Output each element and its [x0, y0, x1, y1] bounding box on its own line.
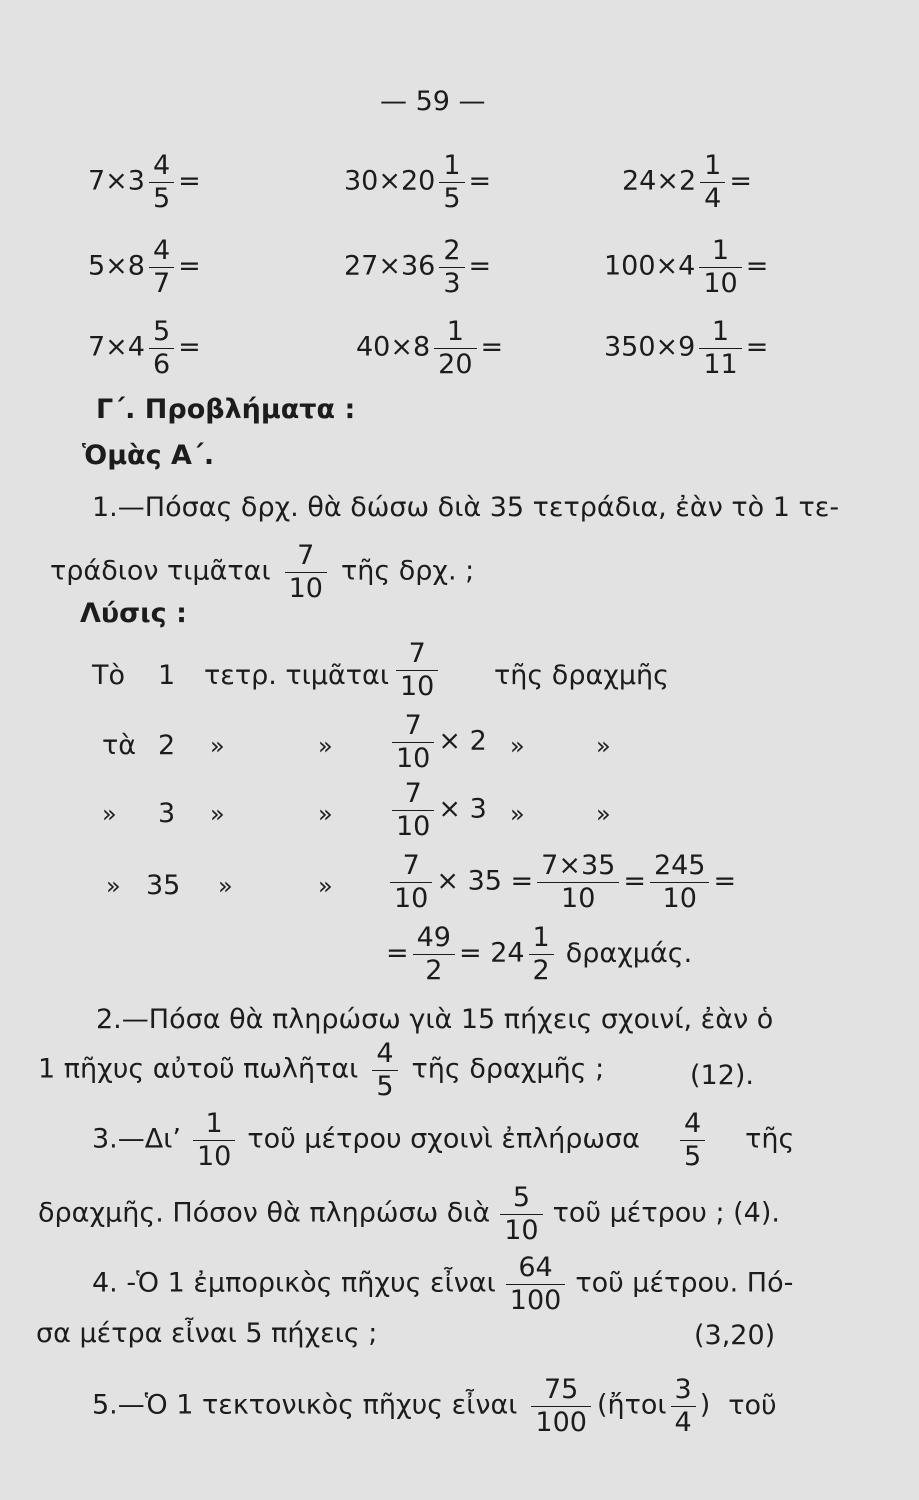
problem-4-line-1: 4. -Ὁ 1 ἐμπορικὸς πῆχυς εἶναι $\frac{64}{100}$ τοῦ μέτρου. Πό- [92, 1252, 794, 1316]
solution-row-4-expr: $\frac{7}{10}$ × 35 = $\frac{7\times 35}{10}$ = $\frac{245}{10}$ = [386, 852, 736, 912]
fraction: $\frac{7}{10}$ [396, 640, 438, 700]
ditto-mark: » [596, 732, 611, 760]
fraction: $\frac{1}{5}$ [439, 152, 464, 212]
fraction: $\frac{4}{5}$ [149, 152, 174, 212]
solution-row-1-unit: τῆς δραχμῆς [494, 660, 669, 691]
problem-3-line-1: 3.—Δι’ $\frac{1}{10}$ τοῦ μέτρου σχοινὶ ἐπλήρωσα $\frac{4}{5}$ τῆς [92, 1108, 795, 1172]
solution-row-2-expr: $\frac{7}{10}$ × 2 [388, 712, 487, 772]
ditto-mark: » [318, 732, 333, 760]
fraction: $\frac{3}{4}$ [671, 1376, 696, 1436]
ditto-mark: » [510, 800, 525, 828]
solution-row-5-expr: = $\frac{49}{2}$ = 24 $\frac{1}{2}$ δραχμάς. [386, 922, 693, 986]
solution-row-2-a: τὰ [102, 730, 137, 761]
problem-3-line-2: δραχμῆς. Πόσον θὰ πληρώσω διὰ $\frac{5}{10}$ τοῦ μέτρου ; (4). [38, 1182, 780, 1246]
solution-row-3-expr: $\frac{7}{10}$ × 3 [388, 780, 487, 840]
problem-4-line-2: σα μέτρα εἶναι 5 πήχεις ; [36, 1318, 378, 1349]
exercise-r1-c3: 24×2 $\frac{1}{4}$ = [622, 150, 752, 214]
fraction: $\frac{7}{10}$ [392, 780, 434, 840]
solution-row-4-b: 35 [146, 870, 181, 901]
solution-label: Λύσις : [80, 598, 187, 629]
ditto-mark: » [218, 872, 233, 900]
solution-row-3-b: 3 [158, 798, 176, 829]
fraction: $\frac{1}{2}$ [529, 924, 554, 984]
exercise-r2-c3: 100×4 $\frac{1}{10}$ = [604, 235, 769, 299]
section-title: Γ΄. Προβλήματα : [96, 394, 356, 425]
fraction: $\frac{2}{3}$ [439, 237, 464, 297]
fraction: $\frac{245}{10}$ [650, 852, 710, 912]
fraction: $\frac{75}{100}$ [531, 1376, 591, 1436]
problem-4-answer: (3,20) [694, 1320, 776, 1351]
problem-1-line-1: 1.—Πόσας δρχ. θὰ δώσω διὰ 35 τετράδια, ἐὰν τὸ 1 τε- [92, 492, 840, 523]
exercise-r1-c2: 30×20 $\frac{1}{5}$ = [344, 150, 492, 214]
problem-2-answer: (12). [690, 1060, 755, 1091]
problem-5-line-1: 5.—Ὁ 1 τεκτονικὸς πῆχυς εἶναι $\frac{75}{100}$ (ἤτοι $\frac{3}{4}$ ) τοῦ [92, 1374, 777, 1438]
fraction: $\frac{4}{5}$ [372, 1040, 397, 1100]
exercise-r3-c2: 40×8 $\frac{1}{20}$ = [356, 316, 504, 380]
problem-2-line-2: 1 πῆχυς αὐτοῦ πωλῆται $\frac{4}{5}$ τῆς δραχμῆς ; [38, 1038, 605, 1102]
ditto-mark: » [106, 872, 121, 900]
fraction: $\frac{5}{10}$ [500, 1184, 542, 1244]
solution-row-1-b: 1 [158, 660, 176, 691]
ditto-mark: » [510, 732, 525, 760]
fraction: $\frac{1}{10}$ [699, 237, 741, 297]
solution-row-2-b: 2 [158, 730, 176, 761]
fraction: $\frac{64}{100}$ [506, 1254, 566, 1314]
fraction: $\frac{7}{10}$ [285, 542, 327, 602]
ditto-mark: » [318, 872, 333, 900]
fraction: $\frac{7}{10}$ [390, 852, 432, 912]
ditto-mark: » [210, 732, 225, 760]
fraction: $\frac{5}{6}$ [149, 318, 174, 378]
exercise-r1-c1: 7×3 $\frac{4}{5}$ = [88, 150, 201, 214]
fraction: $\frac{1}{4}$ [700, 152, 725, 212]
solution-row-1-c: τετρ. τιμᾶται [204, 660, 389, 691]
fraction: $\frac{1}{20}$ [434, 318, 476, 378]
solution-row-1-frac [392, 640, 442, 700]
solution-row-1-a: Τὸ [92, 660, 126, 691]
group-title: Ὁμὰς Α΄. [82, 440, 215, 471]
fraction: $\frac{1}{10}$ [193, 1110, 235, 1170]
exercise-r2-c2: 27×36 $\frac{2}{3}$ = [344, 235, 492, 299]
fraction: $\frac{4}{7}$ [149, 237, 174, 297]
ditto-mark: » [210, 800, 225, 828]
fraction: $\frac{7}{10}$ [392, 712, 434, 772]
fraction: $\frac{49}{2}$ [413, 924, 455, 984]
exercise-r3-c3: 350×9 $\frac{1}{11}$ = [604, 316, 769, 380]
problem-1-line-2: τράδιον τιμᾶται $\frac{7}{10}$ τῆς δρχ. ; [50, 540, 475, 604]
exercise-r2-c1: 5×8 $\frac{4}{7}$ = [88, 235, 201, 299]
ditto-mark: » [318, 800, 333, 828]
fraction: $\frac{4}{5}$ [680, 1110, 705, 1170]
fraction: $\frac{7\times 35}{10}$ [537, 852, 619, 912]
ditto-mark: » [102, 800, 117, 828]
exercise-r3-c1: 7×4 $\frac{5}{6}$ = [88, 316, 201, 380]
ditto-mark: » [596, 800, 611, 828]
fraction: $\frac{1}{11}$ [699, 318, 741, 378]
page-number: — 59 — [380, 86, 486, 117]
problem-2-line-1: 2.—Πόσα θὰ πληρώσω γιὰ 15 πήχεις σχοινί, ἐὰν ὁ [96, 1004, 774, 1035]
